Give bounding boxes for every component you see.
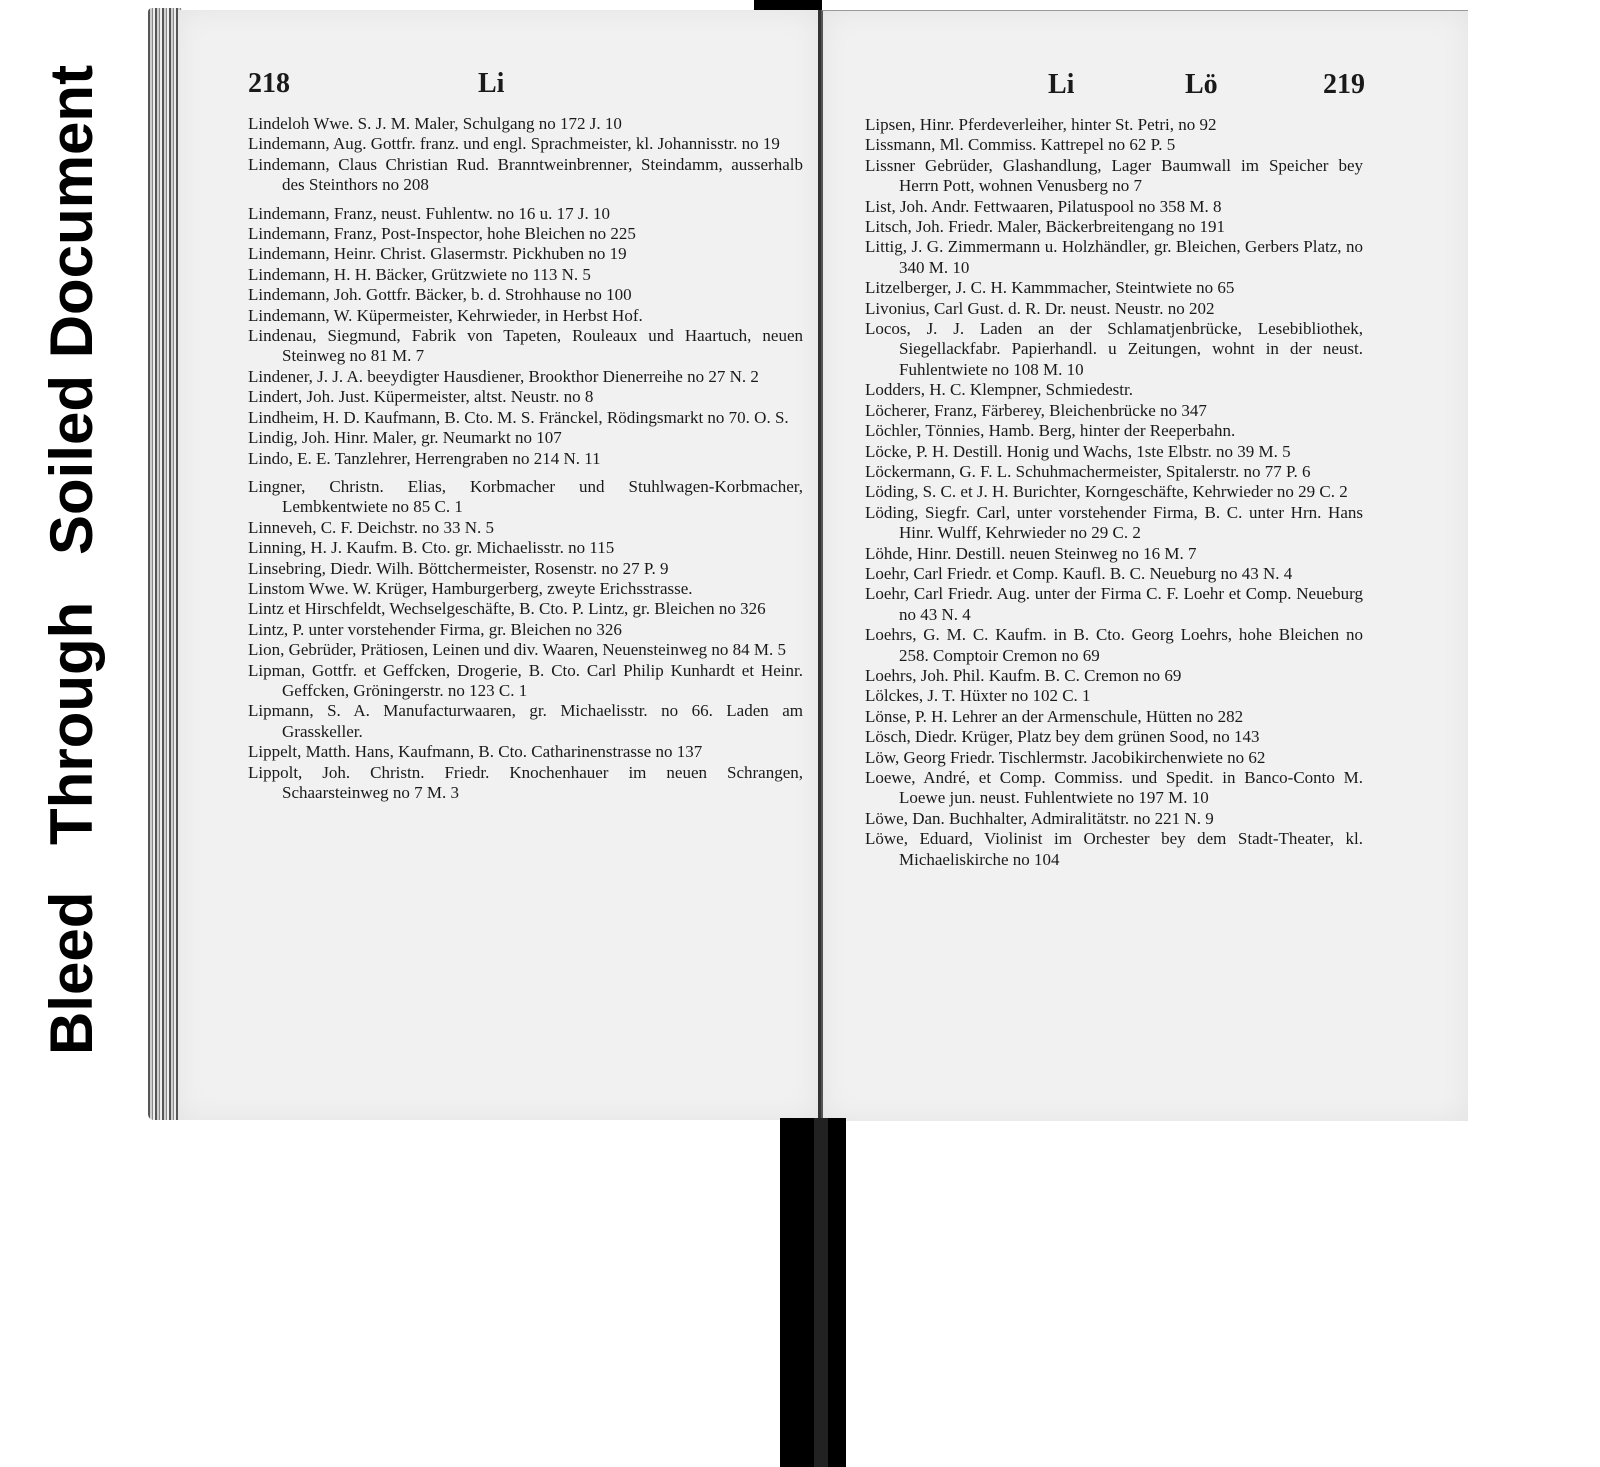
directory-entry: Lipmann, S. A. Manufacturwaaren, gr. Michaelisstr. no 66. Laden am Grasskeller. bbox=[248, 701, 803, 741]
directory-entry: Lintz, P. unter vorstehender Firma, gr. Bleichen no 326 bbox=[248, 619, 622, 639]
stamp-word: Bleed bbox=[38, 891, 105, 1055]
directory-entry: Loehr, Carl Friedr. Aug. unter der Firma C. F. Loehr et Comp. Neueburg no 43 N. 4 bbox=[865, 584, 1363, 624]
directory-entry: Lindener, J. J. A. beeydigter Hausdiener, Brookthor Dienerreihe no 27 N. 2 bbox=[248, 366, 759, 386]
directory-entry: Linneveh, C. F. Deichstr. no 33 N. 5 bbox=[248, 517, 495, 537]
directory-entry: Lindemann, H. H. Bäcker, Grützwiete no 113 N. 5 bbox=[248, 264, 591, 284]
directory-entry: Lippolt, Joh. Christn. Friedr. Knochenhauer im neuen Schrangen, Schaarsteinweg no 7 M. 3 bbox=[248, 762, 803, 802]
stamp-word: Through bbox=[38, 601, 105, 845]
directory-entry: Lölckes, J. T. Hüxter no 102 C. 1 bbox=[865, 686, 1091, 706]
directory-entry: Loehrs, G. M. C. Kaufm. in B. Cto. Georg Loehrs, hohe Bleichen no 258. Comptoir Cremon no 69 bbox=[865, 625, 1363, 665]
directory-entry: Litzelberger, J. C. H. Kammmacher, Steintwiete no 65 bbox=[865, 278, 1235, 298]
directory-entry: Littig, J. G. Zimmermann u. Holzhändler, gr. Bleichen, Gerbers Platz, no 340 M. 10 bbox=[865, 237, 1363, 277]
directory-entry: Lindenau, Siegmund, Fabrik von Tapeten, Rouleaux und Haartuch, neuen Steinweg no 81 M. 7 bbox=[248, 326, 803, 366]
directory-entry: Linsebring, Diedr. Wilh. Böttchermeister, Rosenstr. no 27 P. 9 bbox=[248, 558, 669, 578]
directory-entry: Löckermann, G. F. L. Schuhmachermeister, Spitalerstr. no 77 P. 6 bbox=[865, 461, 1311, 481]
directory-entry: Loewe, André, et Comp. Commiss. und Spedit. in Banco-Conto M. Loewe jun. neust. Fuhlentwiete no 197 M. 10 bbox=[865, 768, 1363, 808]
directory-entry: Löwe, Eduard, Violinist im Orchester bey dem Stadt-Theater, kl. Michaeliskirche no 104 bbox=[865, 829, 1363, 869]
directory-entry: Lissmann, Ml. Commiss. Kattrepel no 62 P. 5 bbox=[865, 135, 1176, 155]
directory-entry: Lindemann, Franz, Post-Inspector, hohe Bleichen no 225 bbox=[248, 224, 636, 244]
directory-entry: Lindemann, Franz, neust. Fuhlentw. no 16 u. 17 J. 10 bbox=[248, 203, 610, 223]
directory-entry: Löding, Siegfr. Carl, unter vorstehender Firma, B. C. unter Hrn. Hans Hinr. Wulff, Kehrwieder no 29 C. 2 bbox=[865, 502, 1363, 543]
running-head: Li bbox=[478, 68, 505, 99]
directory-entry: Lipsen, Hinr. Pferdeverleiher, hinter St. Petri, no 92 bbox=[865, 115, 1217, 134]
directory-entry: Lissner Gebrüder, Glashandlung, Lager Baumwall im Speicher bey Herrn Pott, wohnen Venusberg no 7 bbox=[865, 155, 1363, 196]
directory-entry: Lönse, P. H. Lehrer an der Armenschule, Hütten no 282 bbox=[865, 706, 1244, 726]
directory-entry: Lindeloh Wwe. S. J. M. Maler, Schulgang no 172 J. 10 bbox=[248, 114, 622, 133]
directory-entry: List, Joh. Andr. Fettwaaren, Pilatuspool no 358 M. 8 bbox=[865, 196, 1222, 216]
directory-entry: Loehrs, Joh. Phil. Kaufm. B. C. Cremon no 69 bbox=[865, 665, 1182, 685]
bleed-through-soiled-document-stamp bbox=[12, 55, 132, 1055]
directory-entry: Löw, Georg Friedr. Tischlermstr. Jacobikirchenwiete no 62 bbox=[865, 747, 1266, 767]
directory-entry: Lodders, H. C. Klempner, Schmiedestr. bbox=[865, 380, 1133, 400]
directory-entry: Lösch, Diedr. Krüger, Platz bey dem grünen Sood, no 143 bbox=[865, 727, 1260, 747]
book-page-edges bbox=[148, 8, 182, 1120]
directory-entry: Löcke, P. H. Destill. Honig und Wachs, 1ste Elbstr. no 39 M. 5 bbox=[865, 441, 1291, 461]
directory-entry: Lindemann, W. Küpermeister, Kehrwieder, in Herbst Hof. bbox=[248, 305, 643, 325]
directory-entry: Lindemann, Aug. Gottfr. franz. und engl. Sprachmeister, kl. Johannisstr. no 19 bbox=[248, 134, 780, 154]
directory-entry: Lion, Gebrüder, Prätiosen, Leinen und div. Waaren, Neuensteinweg no 84 M. 5 bbox=[248, 640, 787, 660]
directory-entry: Litsch, Joh. Friedr. Maler, Bäckerbreitengang no 191 bbox=[865, 217, 1226, 237]
directory-entries bbox=[248, 114, 803, 803]
page-number: 219 bbox=[1323, 69, 1365, 100]
directory-entry: Lipman, Gottfr. et Geffcken, Drogerie, B. Cto. Carl Philip Kunhardt et Heinr. Geffcken, Gröningerstr. no 123 C. 1 bbox=[248, 660, 803, 700]
page-number: 218 bbox=[248, 68, 290, 99]
directory-entry: Lippelt, Matth. Hans, Kaufmann, B. Cto. Catharinenstrasse no 137 bbox=[248, 742, 703, 762]
directory-entry: Löding, S. C. et J. H. Burichter, Korngeschäfte, Kehrwieder no 29 C. 2 bbox=[865, 482, 1348, 502]
stamp-word: Soiled Document bbox=[38, 64, 105, 555]
directory-entry: Livonius, Carl Gust. d. R. Dr. neust. Neustr. no 202 bbox=[865, 298, 1215, 318]
directory-entry: Loehr, Carl Friedr. et Comp. Kaufl. B. C. Neueburg no 43 N. 4 bbox=[865, 563, 1293, 583]
directory-entry: Lindemann, Heinr. Christ. Glasermstr. Pickhuben no 19 bbox=[248, 244, 627, 264]
directory-entry: Lindemann, Joh. Gottfr. Bäcker, b. d. Strohhause no 100 bbox=[248, 285, 632, 305]
directory-entry: Löwe, Dan. Buchhalter, Admiralitätstr. no 221 N. 9 bbox=[865, 808, 1214, 828]
directory-entry: Löchler, Tönnies, Hamb. Berg, hinter der Reeperbahn. bbox=[865, 421, 1236, 441]
directory-entry: Lindemann, Claus Christian Rud. Branntweinbrenner, Steindamm, ausserhalb des Steinthors no 208 bbox=[248, 154, 803, 195]
running-head: Lö bbox=[1185, 69, 1218, 100]
directory-entry: Linning, H. J. Kaufm. B. Cto. gr. Michaelisstr. no 115 bbox=[248, 538, 615, 558]
directory-entry: Lindheim, H. D. Kaufmann, B. Cto. M. S. Fränckel, Rödingsmarkt no 70. O. S. bbox=[248, 407, 789, 427]
directory-entry: Löhde, Hinr. Destill. neuen Steinweg no 16 M. 7 bbox=[865, 543, 1197, 563]
directory-entry: Lingner, Christn. Elias, Korbmacher und Stuhlwagen-Korbmacher, Lembkentwiete no 85 C. 1 bbox=[248, 476, 803, 517]
directory-entry: Lindig, Joh. Hinr. Maler, gr. Neumarkt no 107 bbox=[248, 428, 562, 448]
right-page bbox=[821, 10, 1468, 1121]
directory-entry: Lintz et Hirschfeldt, Wechselgeschäfte, B. Cto. P. Lintz, gr. Bleichen no 326 bbox=[248, 599, 766, 619]
directory-entry: Lindert, Joh. Just. Küpermeister, altst. Neustr. no 8 bbox=[248, 387, 594, 407]
left-page bbox=[178, 10, 821, 1120]
directory-entry: Lindo, E. E. Tanzlehrer, Herrengraben no 214 N. 11 bbox=[248, 448, 601, 468]
directory-entry: Linstom Wwe. W. Krüger, Hamburgerberg, zweyte Erichsstrasse. bbox=[248, 578, 693, 598]
running-head: Li bbox=[1048, 69, 1075, 100]
directory-entry: Löcherer, Franz, Färberey, Bleichenbrücke no 347 bbox=[865, 400, 1207, 420]
directory-entry: Locos, J. J. Laden an der Schlamatjenbrücke, Lesebibliothek, Siegellackfabr. Papierhandl. u Zeitungen, wohnt in der neust. Fuhlentwiete no 108 M. 10 bbox=[865, 319, 1363, 379]
directory-entries bbox=[865, 115, 1363, 870]
binding-strip bbox=[780, 1118, 846, 1467]
